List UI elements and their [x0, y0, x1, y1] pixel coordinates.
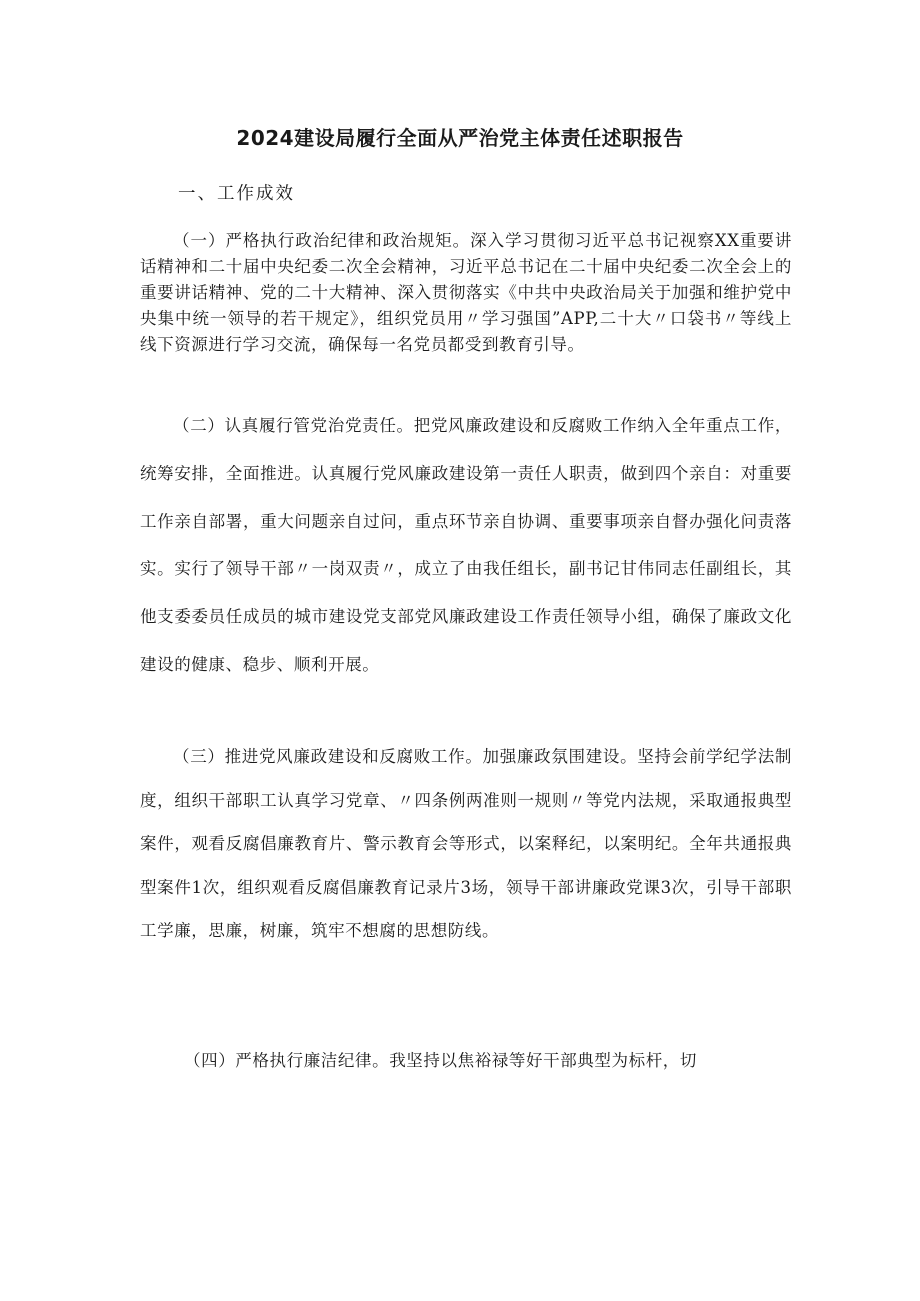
document-title: 2024建设局履行全面从严治党主体责任述职报告 — [236, 126, 684, 150]
paragraph-4: （四）严格执行廉洁纪律。我坚持以焦裕禄等好干部典型为标杆，切 — [184, 1051, 697, 1070]
paragraph-2: （二）认真履行管党治党责任。把党风廉政建设和反腐败工作纳入全年重点工作，统筹安排，全面推进。认真履行党风廉政建设第一责任人职责，做到四个亲自：对重要工作亲自部署，重大问题亲自过问，重点环节亲自协调、重要事项亲自督办强化问责落实。实行了领导干部〃一岗双责〃，成立了由我任组长，副书记甘伟同志任副组长，其他支委委员任成员的城市建设党支部党风廉政建设工作责任领导小组，确保了廉政文化建设的健康、稳步、顺利开展。 — [140, 416, 792, 674]
paragraph-3: （三）推进党风廉政建设和反腐败工作。加强廉政氛围建设。坚持会前学纪学法制度，组织干部职工认真学习党章、〃四条例两准则一规则〃等党内法规，采取通报典型案件，观看反腐倡廉教育片、警示教育会等形式，以案释纪，以案明纪。全年共通报典型案件1次，组织观看反腐倡廉教育记录片3场，领导干部讲廉政党课3次，引导干部职工学廉，思廉，树廉，筑牢不想腐的思想防线。 — [140, 747, 792, 940]
paragraph-1: （一）严格执行政治纪律和政治规矩。深入学习贯彻习近平总书记视察XX重要讲话精神和二十届中央纪委二次全会精神，习近平总书记在二十届中央纪委二次全会上的重要讲话精神、党的二十大精神、深入贯彻落实《中共中央政治局关于加强和维护党中央集中统一领导的若干规定》，组织党员用〃学习强国”APP,二十大〃口袋书〃等线上线下资源进行学习交流，确保每一名党员都受到教育引导。 — [140, 231, 792, 354]
section-heading: 一、工作成效 — [178, 184, 295, 204]
